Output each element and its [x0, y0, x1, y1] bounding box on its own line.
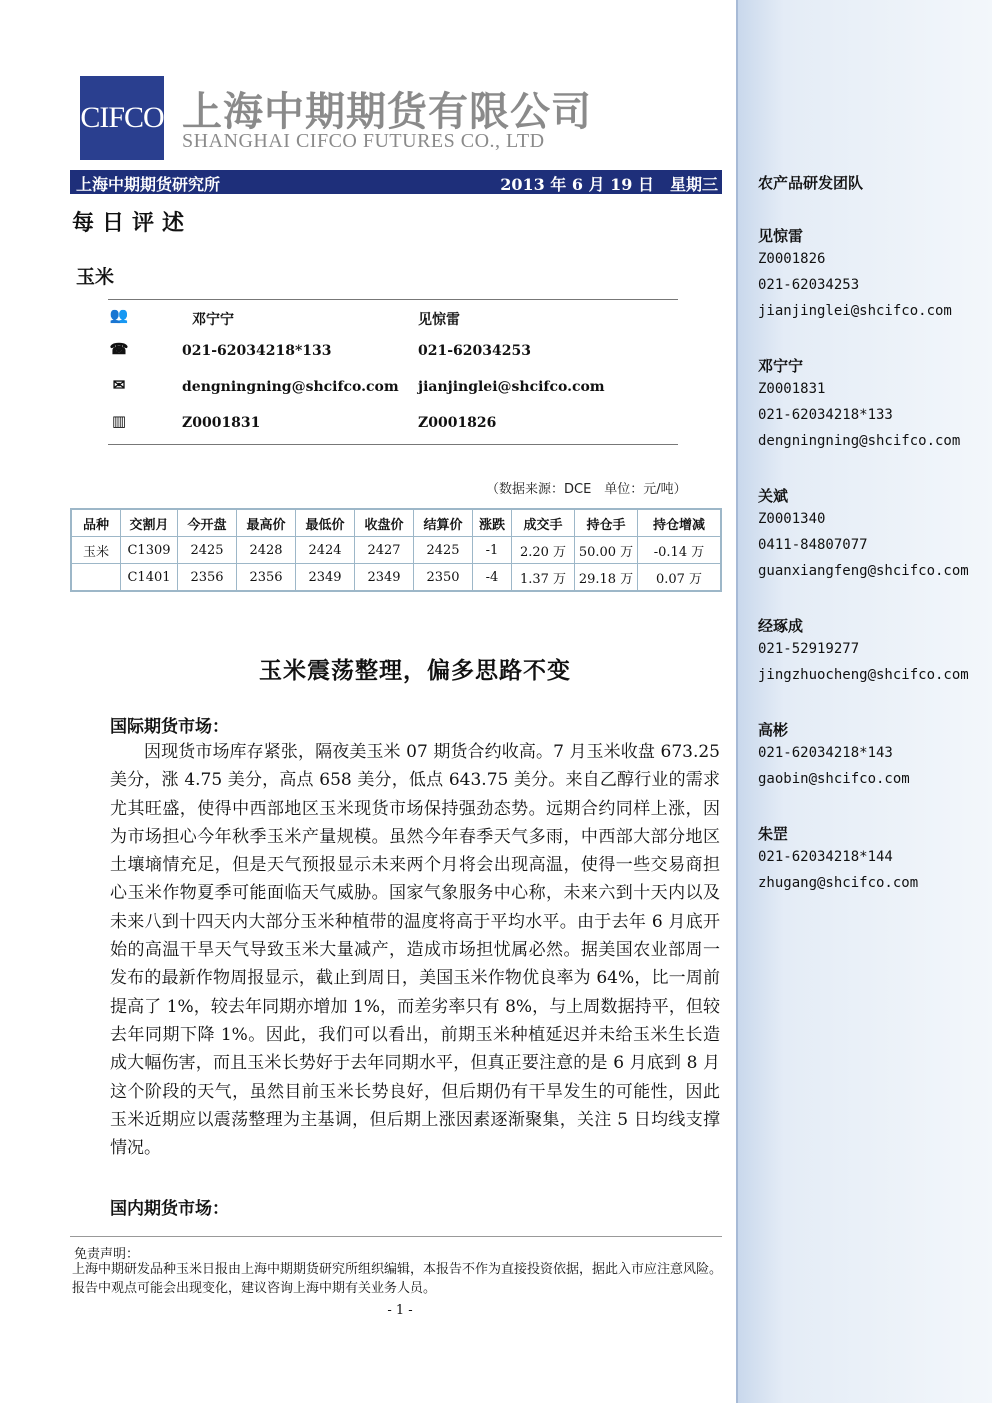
table-cell: 0.07 万 — [638, 564, 722, 592]
table-header: 涨跌 — [473, 509, 512, 537]
table-cell: 2424 — [296, 537, 355, 564]
table-cell: 2425 — [178, 537, 237, 564]
disclaimer-label: 免责声明： — [74, 1247, 140, 1262]
sidebar-member-line: 021-62034253 — [758, 277, 860, 293]
analyst-phone: 021-62034218*133 — [182, 343, 332, 359]
table-cell: C1401 — [121, 564, 178, 592]
header-org: 上海中期期货研究所 — [76, 175, 221, 194]
table-cell: -4 — [473, 564, 512, 592]
sidebar-member-line: Z0001340 — [758, 511, 826, 527]
analyst-email-row — [108, 376, 678, 400]
sidebar-member-line: Z0001826 — [758, 251, 826, 267]
sidebar-member-email: gaobin@shcifco.com — [758, 771, 910, 787]
analyst-id: Z0001831 — [182, 415, 261, 431]
table-header: 持仓增减 — [638, 509, 722, 537]
table-header: 最高价 — [237, 509, 296, 537]
table-header-row — [71, 509, 721, 537]
sidebar-member-line: 0411-84807077 — [758, 537, 868, 553]
company-name-en: SHANGHAI CIFCO FUTURES CO., LTD — [182, 130, 545, 152]
analyst-id-row — [108, 412, 678, 436]
table-cell: 2356 — [178, 564, 237, 592]
sidebar-member-name: 高彬 — [758, 721, 789, 739]
sidebar-member-email: zhugang@shcifco.com — [758, 875, 919, 891]
analyst-name: 见惊雷 — [418, 312, 460, 328]
analyst-email: dengningning@shcifco.com — [182, 379, 399, 395]
table-header: 持仓手 — [575, 509, 638, 537]
analyst-email: jianjinglei@shcifco.com — [418, 379, 605, 395]
table-cell — [71, 564, 121, 592]
table-cell: 2350 — [414, 564, 473, 592]
footer-divider — [70, 1236, 722, 1237]
divider — [108, 299, 678, 300]
table-header: 收盘价 — [355, 509, 414, 537]
table-cell: 50.00 万 — [575, 537, 638, 564]
sidebar-member-name: 关斌 — [758, 487, 789, 505]
sidebar-member-name: 邓宁宁 — [758, 357, 804, 375]
commodity-title: 玉米 — [76, 266, 115, 288]
table-cell: 2.20 万 — [512, 537, 575, 564]
data-source-note: （数据来源：DCE 单位：元/吨） — [486, 482, 687, 497]
disclaimer-text: 上海中期研发品种玉米日报由上海中期期货研究所组织编辑，本报告不作为直接投资依据，据此入市应注意风险。报告中观点可能会出现变化，建议咨询上海中期有关业务人员。 — [72, 1262, 723, 1296]
sidebar-member-email: dengningning@shcifco.com — [758, 433, 961, 449]
sidebar-member-name: 经琢成 — [758, 617, 804, 635]
section-heading-international: 国际期货市场： — [110, 717, 229, 737]
table-header: 最低价 — [296, 509, 355, 537]
header-bar — [70, 170, 722, 194]
header-date: 2013 年 6 月 19 日 星期三 — [500, 175, 718, 194]
table-cell: 2356 — [237, 564, 296, 592]
analyst-phone-row — [108, 340, 678, 364]
sidebar-member-line: Z0001831 — [758, 381, 826, 397]
article-body: 因现货市场库存紧张，隔夜美玉米 07 期货合约收高。7 月玉米收盘 673.25 美分，涨 4.75 美分，高点 658 美分，低点 643.75 美分。来自乙醇行业的需求尤其旺盛，使得中西部地区玉米现货市场保持强劲态势。远期合约同样上涨，因为市场担心今年秋季玉米产量规模。虽然今年春季天气多雨，中西部大部分地区土壤墒情充足，但是天气预报显示未来两个月将会出现高温，使得一些交易商担心玉米作物夏季可能面临天气威胁。国家气象服务中心称，未来六到十天内以及未来八到十四天内大部分玉米种植带的温度将高于平均水平。由于去年 6 月底开始的高温干旱天气导致玉米大量减产，造成市场担忧属必然。据美国农业部周一发布的最新作物周报显示，截止到周日，美国玉米作物优良率为 64%，比一周前提高了 1%，较去年同期亦增加 1%，而差劣率只有 8%，与上周数据持平，但较去年同期下降 1%。因此，我们可以看出，前期玉米种植延迟并未给玉米生长造成大幅伤害，而且玉米长势好于去年同期水平，但真正要注意的是 6 月底到 8 月这个阶段的天气，虽然目前玉米长势良好，但后期仍有干旱发生的可能性，因此玉米近期应以震荡整理为主基调，但后期上涨因素逐渐聚集，关注 5 日均线支撑情况。 — [110, 742, 720, 1159]
table-header: 交割月 — [121, 509, 178, 537]
table-cell: 2427 — [355, 537, 414, 564]
section-heading-domestic: 国内期货市场： — [110, 1199, 229, 1219]
table-cell: -1 — [473, 537, 512, 564]
page-number: - 1 - — [387, 1303, 413, 1318]
table-cell: 1.37 万 — [512, 564, 575, 592]
analyst-name-row — [108, 306, 678, 330]
divider — [108, 444, 678, 445]
page-title: 每日评述 — [72, 210, 193, 236]
sidebar-team-title: 农产品研发团队 — [758, 174, 864, 192]
analyst-name: 邓宁宁 — [192, 312, 234, 328]
sidebar-member-email: jianjinglei@shcifco.com — [758, 303, 952, 319]
sidebar — [736, 0, 992, 1403]
table-header: 品种 — [71, 509, 121, 537]
table-header: 结算价 — [414, 509, 473, 537]
quote-table — [70, 508, 722, 592]
sidebar-member-line: 021-62034218*133 — [758, 407, 893, 423]
table-header: 成交手 — [512, 509, 575, 537]
sidebar-member-line: 021-62034218*143 — [758, 745, 893, 761]
company-logo: CIFCO — [80, 76, 164, 160]
table-cell: 29.18 万 — [575, 564, 638, 592]
table-cell: -0.14 万 — [638, 537, 722, 564]
table-row — [71, 537, 721, 564]
sidebar-member-line: 021-62034218*144 — [758, 849, 893, 865]
analyst-id: Z0001826 — [418, 415, 497, 431]
table-cell: C1309 — [121, 537, 178, 564]
table-row — [71, 564, 721, 592]
article-headline: 玉米震荡整理，偏多思路不变 — [259, 657, 571, 684]
id-card-icon: ▥ — [111, 412, 127, 430]
table-cell: 玉米 — [71, 537, 121, 564]
analyst-phone: 021-62034253 — [418, 343, 531, 359]
table-cell: 2428 — [237, 537, 296, 564]
table-cell: 2349 — [296, 564, 355, 592]
table-header: 今开盘 — [178, 509, 237, 537]
phone-icon: ☎ — [109, 340, 129, 358]
mail-icon: ✉ — [112, 376, 126, 394]
sidebar-member-email: guanxiangfeng@shcifco.com — [758, 563, 969, 579]
sidebar-member-name: 朱罡 — [758, 825, 789, 843]
table-cell: 2349 — [355, 564, 414, 592]
company-name-cn: 上海中期期货有限公司 — [182, 89, 592, 135]
table-cell: 2425 — [414, 537, 473, 564]
person-icon: 👥 — [109, 306, 129, 324]
sidebar-member-line: 021-52919277 — [758, 641, 860, 657]
sidebar-member-name: 见惊雷 — [758, 227, 804, 245]
sidebar-member-email: jingzhuocheng@shcifco.com — [758, 667, 969, 683]
